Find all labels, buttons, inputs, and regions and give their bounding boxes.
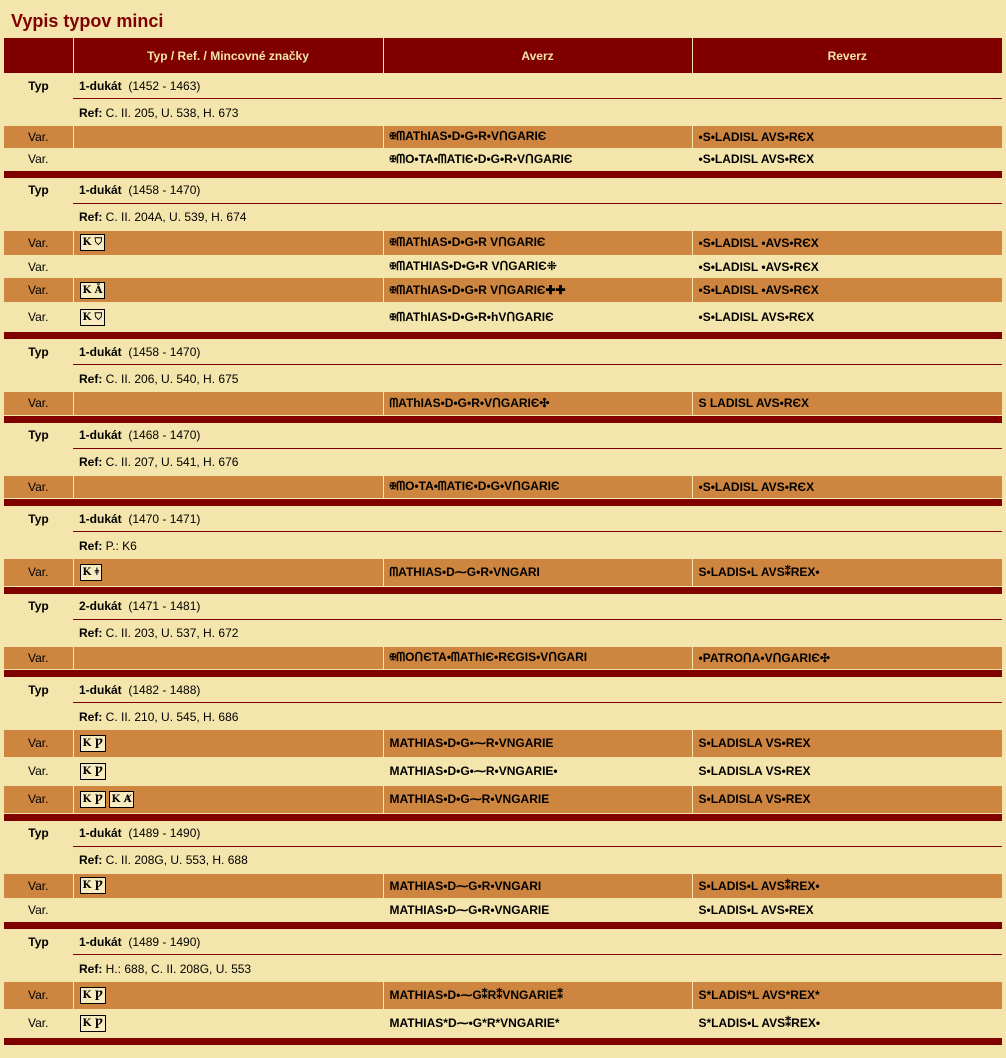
- separator-bar: [4, 586, 1002, 594]
- ref-value: C. II. 207, U. 541, H. 676: [102, 455, 239, 469]
- ref-spacer: [4, 365, 73, 393]
- averz-legend: MATHIAS•D•G•⁓R•VNGARIE: [383, 730, 692, 757]
- variant-label: Var.: [4, 785, 73, 813]
- variant-label: Var.: [4, 647, 73, 670]
- ref-value: C. II. 204A, U. 539, H. 674: [102, 210, 247, 224]
- mint-marks-cell: [73, 303, 383, 332]
- ref-row: [4, 365, 1002, 393]
- variant-row: [4, 278, 1002, 303]
- type-label: Typ: [28, 599, 49, 614]
- ref-row: [4, 955, 1002, 983]
- reverz-legend: S LADISL AVS•RЄX: [692, 392, 1002, 415]
- coin-types-table: [4, 38, 1002, 1045]
- averz-legend: ✠ᗰO•TA•ᗰATIЄ•D•G•VᑎGARIЄ: [383, 476, 692, 499]
- variant-label: Var.: [4, 874, 73, 899]
- ref-spacer: [4, 448, 73, 476]
- variant-row: [4, 785, 1002, 813]
- reverz-legend: •S•LADISL AVS•RЄX: [692, 303, 1002, 332]
- ref-cell: [73, 703, 1002, 731]
- type-separator: [4, 332, 1002, 340]
- ref-cell: [73, 203, 1002, 231]
- ref-label: Ref:: [79, 538, 103, 553]
- mint-marks-cell: [73, 126, 383, 148]
- ref-value: C. II. 208G, U. 553, H. 688: [102, 853, 248, 867]
- ref-value: C. II. 205, U. 538, H. 673: [102, 105, 239, 120]
- ref-label: Ref:: [79, 853, 103, 867]
- separator-bar: [4, 499, 1002, 507]
- type-name: 1-dukát: [79, 428, 122, 442]
- ref-spacer: [4, 846, 73, 874]
- separator-bar: [4, 170, 1002, 178]
- ref-cell: [73, 955, 1002, 983]
- mint-marks-cell: [73, 730, 383, 757]
- type-years: (1489 - 1490): [121, 934, 201, 949]
- reverz-legend: S*LADIS*L AVS*REX*: [692, 982, 1002, 1009]
- averz-legend: ✠ᗰO•TA•ᗰATIЄ•D•G•R•VᑎGARIЄ: [383, 148, 692, 170]
- averz-legend: ✠ᗰOᑎЄTA•ᗰAThIЄ•RЄGIS•VᑎGARI: [383, 647, 692, 670]
- type-years: (1489 - 1490): [121, 826, 201, 840]
- variant-row: [4, 559, 1002, 586]
- variant-row: [4, 647, 1002, 670]
- type-years: (1482 - 1488): [121, 682, 201, 697]
- ref-value: H.: 688, C. II. 208G, U. 553: [102, 961, 252, 976]
- variant-label: Var.: [4, 1009, 73, 1037]
- variant-row: [4, 874, 1002, 899]
- type-label: Typ: [28, 934, 49, 949]
- ref-label: Ref:: [79, 455, 103, 469]
- ref-spacer: [4, 532, 73, 560]
- variant-row: [4, 148, 1002, 170]
- ref-value: P.: K6: [102, 538, 137, 553]
- header-averz: Averz: [383, 38, 692, 73]
- mint-mark-icon: K ǂ: [80, 564, 103, 581]
- type-name: 2-dukát: [79, 599, 122, 613]
- type-row: [4, 594, 1002, 620]
- ref-spacer: [4, 619, 73, 647]
- ref-row: [4, 703, 1002, 731]
- separator-bar: [4, 1037, 1002, 1045]
- ref-value: C. II. 206, U. 540, H. 675: [102, 371, 239, 386]
- type-row: [4, 677, 1002, 703]
- variant-label: Var.: [4, 303, 73, 332]
- mint-mark-icon: K ⛉: [80, 234, 106, 251]
- mint-mark-icon: K Ƿ: [80, 791, 106, 808]
- mint-mark-icon: K Ƿ: [80, 877, 106, 894]
- averz-legend: MATHIAS•D⁓G•R•VNGARI: [383, 874, 692, 899]
- type-name: 1-dukát: [79, 344, 122, 359]
- mint-mark-icon: K Ᾱ: [80, 282, 106, 299]
- reverz-legend: •S•LADISL •AVS•RЄX: [692, 278, 1002, 303]
- variant-row: [4, 730, 1002, 757]
- type-separator: [4, 415, 1002, 423]
- table-header-row: [4, 38, 1002, 73]
- ref-cell: [73, 448, 1002, 476]
- type-row: [4, 178, 1002, 204]
- averz-legend: ✠ᗰAThIAS•D•G•R•hVᑎGARIЄ: [383, 303, 692, 332]
- variant-label: Var.: [4, 392, 73, 415]
- averz-legend: MATHIAS•D•G⁓R•VNGARIE: [383, 785, 692, 813]
- ref-row: [4, 203, 1002, 231]
- ref-spacer: [4, 955, 73, 983]
- type-name-cell: [73, 821, 1002, 847]
- reverz-legend: •PATROᑎA•VᑎGARIЄ✣: [692, 647, 1002, 670]
- type-name-cell: [73, 339, 1002, 365]
- reverz-legend: S•LADISLA VS•REX: [692, 757, 1002, 785]
- mint-marks-cell: [73, 476, 383, 499]
- separator-bar: [4, 670, 1002, 678]
- type-name: 1-dukát: [79, 183, 122, 197]
- type-years: (1458 - 1470): [121, 183, 201, 197]
- reverz-legend: •S•LADISL •AVS•RЄX: [692, 231, 1002, 256]
- type-name-cell: [73, 929, 1002, 955]
- type-label: Typ: [28, 826, 49, 841]
- type-label: Typ: [28, 428, 49, 443]
- mint-marks-cell: [73, 785, 383, 813]
- ref-value: C. II. 210, U. 545, H. 686: [102, 709, 239, 724]
- variant-row: [4, 392, 1002, 415]
- ref-row: [4, 532, 1002, 560]
- variant-label: Var.: [4, 982, 73, 1009]
- ref-label: Ref:: [79, 709, 103, 724]
- type-label: Typ: [28, 682, 49, 697]
- type-row: [4, 339, 1002, 365]
- type-row: [4, 506, 1002, 532]
- mint-marks-cell: [73, 392, 383, 415]
- ref-cell: [73, 619, 1002, 647]
- variant-row: [4, 1009, 1002, 1037]
- variant-row: [4, 126, 1002, 148]
- type-separator: [4, 670, 1002, 678]
- type-separator: [4, 813, 1002, 821]
- type-row: [4, 73, 1002, 99]
- mint-mark-icon: K ⛉: [80, 309, 106, 326]
- ref-spacer: [4, 703, 73, 731]
- type-years: (1471 - 1481): [121, 599, 201, 613]
- header-reverz: Reverz: [692, 38, 1002, 73]
- type-separator: [4, 1037, 1002, 1045]
- mint-marks-cell: [73, 647, 383, 670]
- mint-marks-cell: [73, 874, 383, 899]
- reverz-legend: S•LADIS•L AVS•REX: [692, 899, 1002, 922]
- type-name: 1-dukát: [79, 934, 122, 949]
- ref-label: Ref:: [79, 105, 103, 120]
- ref-row: [4, 846, 1002, 874]
- type-name: 1-dukát: [79, 511, 122, 526]
- variant-label: Var.: [4, 148, 73, 170]
- averz-legend: MATHIAS*D⁓•G*R*VNGARIE*: [383, 1009, 692, 1037]
- separator-bar: [4, 813, 1002, 821]
- variant-row: [4, 476, 1002, 499]
- variant-row: [4, 899, 1002, 922]
- ref-cell: [73, 532, 1002, 560]
- averz-legend: ✠ᗰAThIAS•D•G•R VᑎGARIЄ: [383, 231, 692, 256]
- header-typ-ref: Typ / Ref. / Mincovné značky: [73, 38, 383, 73]
- variant-row: [4, 256, 1002, 278]
- type-label: Typ: [28, 511, 49, 526]
- ref-label: Ref:: [79, 626, 103, 640]
- averz-legend: MATHIAS•D⁓G•R•VNGARIE: [383, 899, 692, 922]
- ref-value: C. II. 203, U. 537, H. 672: [102, 626, 239, 640]
- variant-label: Var.: [4, 231, 73, 256]
- type-name-cell: [73, 594, 1002, 620]
- averz-legend: ✠ᗰAThIAS•D•G•R VᑎGARIЄ✚✚: [383, 278, 692, 303]
- ref-cell: [73, 846, 1002, 874]
- type-separator: [4, 922, 1002, 930]
- ref-row: [4, 448, 1002, 476]
- ref-cell: [73, 99, 1002, 127]
- mint-marks-cell: [73, 278, 383, 303]
- page-title: Vypis typov minci: [11, 11, 164, 31]
- ref-spacer: [4, 203, 73, 231]
- type-separator: [4, 499, 1002, 507]
- mint-marks-cell: [73, 757, 383, 785]
- type-row: [4, 423, 1002, 449]
- mint-marks-cell: [73, 559, 383, 586]
- mint-marks-cell: [73, 1009, 383, 1037]
- type-name-cell: [73, 423, 1002, 449]
- reverz-legend: S•LADIS•L AVS⁑REX•: [692, 559, 1002, 586]
- variant-label: Var.: [4, 730, 73, 757]
- reverz-legend: S•LADISLA VS•REX: [692, 785, 1002, 813]
- reverz-legend: •S•LADISL AVS•RЄX: [692, 126, 1002, 148]
- separator-bar: [4, 922, 1002, 930]
- type-label: Typ: [28, 183, 49, 198]
- mint-mark-icon: K Ƿ: [80, 1015, 106, 1032]
- separator-bar: [4, 332, 1002, 340]
- type-years: (1470 - 1471): [121, 511, 201, 526]
- type-years: (1468 - 1470): [121, 428, 201, 442]
- type-name-cell: [73, 677, 1002, 703]
- variant-label: Var.: [4, 256, 73, 278]
- type-name-cell: [73, 178, 1002, 204]
- type-name-cell: [73, 73, 1002, 99]
- variant-label: Var.: [4, 126, 73, 148]
- averz-legend: ✠ᗰATHIAS•D•G•R VᑎGARIЄ⁜: [383, 256, 692, 278]
- variant-row: [4, 982, 1002, 1009]
- type-years: (1458 - 1470): [121, 344, 201, 359]
- mint-marks-cell: [73, 231, 383, 256]
- reverz-legend: •S•LADISL AVS•RЄX: [692, 148, 1002, 170]
- mint-mark-icon: K Ƿ: [80, 763, 106, 780]
- mint-mark-icon: K Ƿ: [80, 987, 106, 1004]
- ref-cell: [73, 365, 1002, 393]
- type-name: 1-dukát: [79, 826, 122, 840]
- reverz-legend: S•LADISLA VS•REX: [692, 730, 1002, 757]
- variant-row: [4, 303, 1002, 332]
- mint-marks-cell: [73, 982, 383, 1009]
- averz-legend: ✠ᗰAThIAS•D•G•R•VᑎGARIЄ: [383, 126, 692, 148]
- type-row: [4, 929, 1002, 955]
- ref-label: Ref:: [79, 210, 103, 224]
- averz-legend: ᗰAThIAS•D•G•R•VᑎGARIЄ✣: [383, 392, 692, 415]
- ref-label: Ref:: [79, 961, 103, 976]
- type-name: 1-dukát: [79, 78, 122, 93]
- ref-label: Ref:: [79, 371, 103, 386]
- type-name: 1-dukát: [79, 682, 122, 697]
- mint-mark-icon: K Ⱥ: [109, 791, 135, 808]
- variant-label: Var.: [4, 757, 73, 785]
- type-label: Typ: [28, 78, 49, 93]
- ref-row: [4, 619, 1002, 647]
- ref-spacer: [4, 99, 73, 127]
- header-col1: [4, 38, 73, 73]
- mint-marks-cell: [73, 148, 383, 170]
- ref-row: [4, 99, 1002, 127]
- averz-legend: ᗰATHIAS•D⁓G•R•VNGARI: [383, 559, 692, 586]
- variant-label: Var.: [4, 559, 73, 586]
- mint-mark-icon: K Ƿ: [80, 735, 106, 752]
- type-label: Typ: [28, 344, 49, 359]
- type-name-cell: [73, 506, 1002, 532]
- variant-label: Var.: [4, 476, 73, 499]
- separator-bar: [4, 415, 1002, 423]
- reverz-legend: •S•LADISL •AVS•RЄX: [692, 256, 1002, 278]
- mint-marks-cell: [73, 256, 383, 278]
- variant-row: [4, 231, 1002, 256]
- type-row: [4, 821, 1002, 847]
- type-separator: [4, 586, 1002, 594]
- averz-legend: MATHIAS•D•⁓G⁑R⁑VNGARIE⁑: [383, 982, 692, 1009]
- reverz-legend: •S•LADISL AVS•RЄX: [692, 476, 1002, 499]
- variant-label: Var.: [4, 278, 73, 303]
- variant-row: [4, 757, 1002, 785]
- reverz-legend: S*LADIS•L AVS⁑REX•: [692, 1009, 1002, 1037]
- mint-marks-cell: [73, 899, 383, 922]
- type-years: (1452 - 1463): [121, 78, 201, 93]
- reverz-legend: S•LADIS•L AVS⁑REX•: [692, 874, 1002, 899]
- type-separator: [4, 170, 1002, 178]
- variant-label: Var.: [4, 899, 73, 922]
- averz-legend: MATHIAS•D•G•⁓R•VNGARIE•: [383, 757, 692, 785]
